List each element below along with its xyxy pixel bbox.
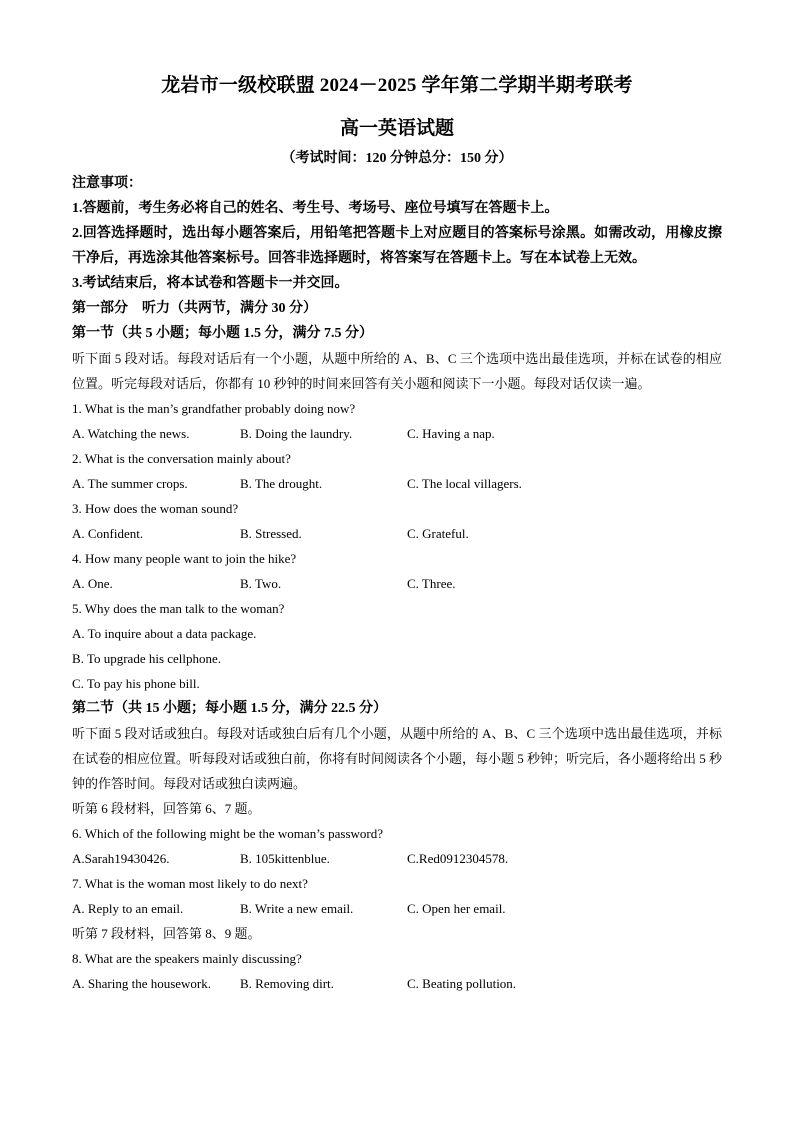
question-2-options <box>72 471 722 496</box>
option-a: A. The summer crops. <box>72 476 188 491</box>
option-a: A. One. <box>72 576 113 591</box>
question-4: 4. How many people want to join the hike? <box>72 551 297 566</box>
material-7-note: 听第 7 段材料，回答第 8、9 题。 <box>72 926 261 941</box>
option-b: B. Removing dirt. <box>240 976 334 991</box>
section2-instructions: 听下面 5 段对话或独白。每段对话或独白后有几个小题，从题中所给的 A、B、C 三个选项中选出最佳选项，并标在试卷的相应位置。听每段对话或独白前，你将有时间阅读各个小题，每小题 5 秒钟；听完后，各小题将给出 5 秒钟的作答时间。每段对话或独白读两遍。 <box>72 726 723 791</box>
question-5: 5. Why does the man talk to the woman? <box>72 601 285 616</box>
section2-heading: 第二节（共 15 小题；每小题 1.5 分，满分 22.5 分） <box>72 701 387 716</box>
notes-heading: 注意事项： <box>72 176 142 191</box>
exam-content <box>72 171 722 996</box>
notes-item-1: 1.答题前，考生务必将自己的姓名、考生号、考场号、座位号填写在答题卡上。 <box>72 201 559 216</box>
option-c: C. Having a nap. <box>407 426 495 441</box>
section1-heading: 第一节（共 5 小题；每小题 1.5 分，满分 7.5 分） <box>72 326 373 341</box>
question-7: 7. What is the woman most likely to do next? <box>72 876 308 891</box>
material-6-note: 听第 6 段材料，回答第 6、7 题。 <box>72 801 261 816</box>
question-3: 3. How does the woman sound? <box>72 501 239 516</box>
option-b: B. The drought. <box>240 476 323 491</box>
option-c: C. Beating pollution. <box>407 976 517 991</box>
question-6: 6. Which of the following might be the woman’s password? <box>72 826 383 841</box>
option-c: C. The local villagers. <box>407 476 522 491</box>
part1-heading: 第一部分 听力（共两节，满分 30 分） <box>72 301 317 316</box>
option-c: C.Red0912304578. <box>407 851 509 866</box>
question-7-options <box>72 896 722 921</box>
question-1: 1. What is the man’s grandfather probably doing now? <box>72 401 356 416</box>
exam-subtitle: 高一英语试题 <box>339 118 454 139</box>
option-b: B. Two. <box>240 576 282 591</box>
option-a: A. Reply to an email. <box>72 901 184 916</box>
option-b: B. Write a new email. <box>240 901 354 916</box>
option-a: A. Confident. <box>72 526 144 541</box>
option-a: A.Sarah19430426. <box>72 851 170 866</box>
notes-item-3: 3.考试结束后，将本试卷和答题卡一并交回。 <box>72 276 349 291</box>
option-c: C. Grateful. <box>407 526 469 541</box>
question-5-option-a: A. To inquire about a data package. <box>72 626 257 641</box>
question-5-option-b: B. To upgrade his cellphone. <box>72 651 222 666</box>
question-4-options <box>72 571 722 596</box>
option-c: C. Open her email. <box>407 901 506 916</box>
notes-item-2: 2.回答选择题时，选出每小题答案后，用铅笔把答题卡上对应题目的答案标号涂黑。如需改动，用橡皮擦干净后，再选涂其他答案标号。回答非选择题时，将答案写在答题卡上。写在本试卷上无效。 <box>72 226 722 266</box>
question-6-options <box>72 846 722 871</box>
question-3-options <box>72 521 722 546</box>
exam-title: 龙岩市一级校联盟 2024－2025 学年第二学期半期考联考 <box>161 75 633 96</box>
question-8: 8. What are the speakers mainly discussing? <box>72 951 302 966</box>
question-5-option-c: C. To pay his phone bill. <box>72 676 200 691</box>
option-a: A. Sharing the housework. <box>72 976 212 991</box>
option-a: A. Watching the news. <box>72 426 190 441</box>
option-c: C. Three. <box>407 576 456 591</box>
exam-time-info: （考试时间：120 分钟总分：150 分） <box>281 151 513 166</box>
question-1-options <box>72 421 722 446</box>
section1-instructions: 听下面 5 段对话。每段对话后有一个小题，从题中所给的 A、B、C 三个选项中选出最佳选项，并标在试卷的相应位置。听完每段对话后，你都有 10 秒钟的时间来回答有关小题和阅读下一小题。每段对话仅读一遍。 <box>72 351 722 391</box>
question-2: 2. What is the conversation mainly about? <box>72 451 291 466</box>
option-b: B. Stressed. <box>240 526 302 541</box>
option-b: B. Doing the laundry. <box>240 426 353 441</box>
option-b: B. 105kittenblue. <box>240 851 330 866</box>
question-8-options <box>72 971 722 996</box>
